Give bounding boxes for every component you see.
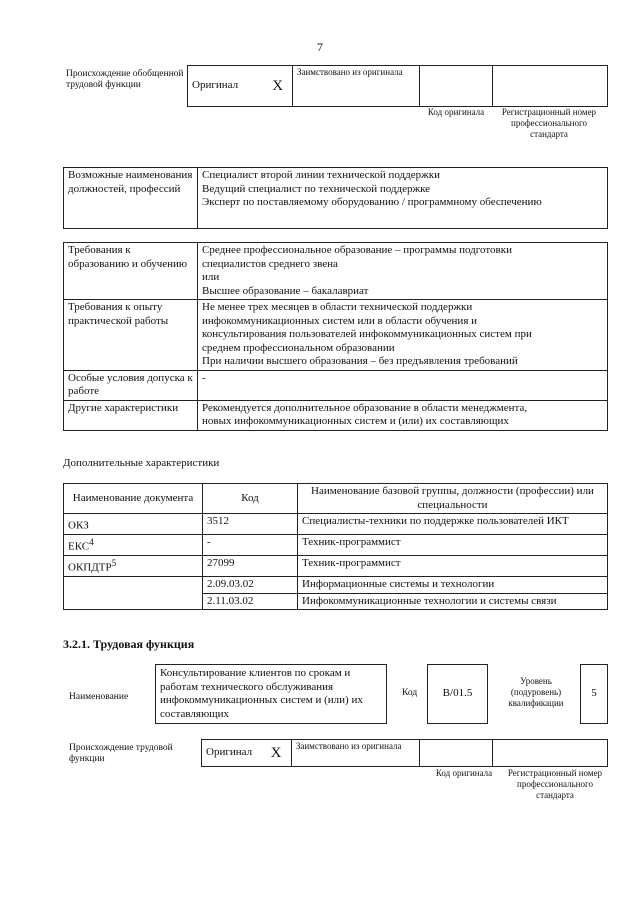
table-row (64, 577, 608, 594)
extra-doc-name: ОКЗ (68, 519, 89, 532)
origin2-table (201, 739, 608, 767)
reg2-number-cell (492, 740, 607, 767)
table-row (64, 556, 608, 577)
other-line: Рекомендуется дополнительное образование в области менеджмента, (202, 401, 528, 414)
reg2-number-caption: Регистрационный номер профессионального стандарта (507, 768, 603, 800)
extra-doc (64, 577, 203, 594)
special-conditions-value (198, 370, 608, 400)
section-heading: 3.2.1. Трудовая функция (63, 637, 195, 651)
extra-code: 27099 (203, 556, 298, 577)
origin2-label: Происхождение трудовой функции (69, 743, 173, 764)
experience-line: инфокоммуникационных систем или в области обучения и (202, 314, 478, 327)
extra-doc (64, 535, 203, 556)
experience-line: среднем профессиональном образовании (202, 341, 395, 354)
original-mark: X (263, 66, 292, 107)
experience-values (198, 300, 608, 371)
other-label: Другие характеристики (64, 400, 198, 430)
extra-code: - (203, 535, 298, 556)
extra-header-doc: Наименование документа (64, 484, 203, 514)
extra-doc-name: ОКПДТР (68, 561, 112, 574)
positions-table (63, 167, 608, 229)
table-row (64, 514, 608, 535)
table-row (64, 535, 608, 556)
extra-doc-footnote: 5 (111, 558, 117, 569)
tf-level-value: 5 (580, 664, 608, 724)
experience-line: При наличии высшего образования – без предъявления требований (202, 355, 518, 367)
tf-code-value: В/01.5 (427, 664, 488, 724)
original2-cell: Оригинал (202, 740, 262, 767)
experience-line: консультирования пользователей инфокоммуникационных систем при (202, 328, 532, 340)
education-line: специалистов среднего звена (202, 257, 338, 270)
original-code-cell (420, 66, 492, 107)
extra-doc (64, 514, 203, 535)
original-cell: Оригинал (188, 66, 264, 107)
experience-line: Не менее трех месяцев в области технической поддержки (202, 301, 473, 313)
education-values (198, 243, 608, 300)
reg-number-caption: Регистрационный номер профессионального стандарта (501, 107, 597, 139)
requirements-table (63, 242, 608, 431)
education-label: Требования к образованию и обучению (64, 243, 198, 300)
tf-name-label: Наименование (69, 692, 129, 702)
extra-name: Техник-программист (298, 535, 608, 556)
education-line: Высшее образование – бакалавриат (202, 284, 369, 297)
extra-code: 2.09.03.02 (203, 577, 298, 594)
tf-name-value: Консультирование клиентов по срокам и работам технического обслуживания инфокоммуникационных систем и (или) их составляющих (155, 664, 387, 724)
extra-doc (64, 556, 203, 577)
special-conditions-line: - (202, 371, 206, 384)
extra-table (63, 483, 608, 610)
reg-number-cell (492, 66, 607, 107)
extra-code: 3512 (203, 514, 298, 535)
position-item: Ведущий специалист по технической поддержке (202, 182, 431, 195)
special-conditions-label: Особые условия допуска к работе (64, 370, 198, 400)
education-line: Среднее профессиональное образование – программы подготовки (202, 244, 512, 256)
tf-code-label: Код (402, 688, 418, 698)
borrowed-cell: Заимствовано из оригинала (292, 66, 419, 107)
original2-mark: X (261, 740, 291, 767)
extra-name: Информационные системы и технологии (298, 577, 608, 594)
extra-doc-footnote: 4 (89, 537, 94, 548)
positions-label: Возможные наименования должностей, профессий (64, 168, 198, 229)
extra-name: Специалисты-техники по поддержке пользователей ИКТ (298, 514, 608, 535)
education-line: или (202, 271, 220, 283)
extra-name: Техник-программист (298, 556, 608, 577)
other-line: новых инфокоммуникационных систем и (или) их составляющих (202, 415, 509, 427)
original2-code-cell (419, 740, 492, 767)
experience-label: Требования к опыту практической работы (64, 300, 198, 371)
positions-values (198, 168, 608, 229)
original-code-caption: Код оригинала (427, 107, 485, 117)
page-number: 7 (317, 40, 323, 54)
extra-header-code: Код (203, 484, 298, 514)
extra-code: 2.11.03.02 (203, 593, 298, 610)
extra-header-name: Наименование базовой группы, должности (профессии) или специальности (298, 484, 608, 514)
extra-name: Инфокоммуникационные технологии и системы связи (298, 593, 608, 610)
borrowed2-cell: Заимствовано из оригинала (291, 740, 419, 767)
other-values (198, 400, 608, 430)
origin-label: Происхождение обобщенной трудовой функции (66, 69, 184, 90)
extra-heading: Дополнительные характеристики (63, 457, 220, 469)
position-item: Специалист второй линии технической поддержки (202, 169, 440, 181)
tf-level-label: Уровень (подуровень) квалификации (508, 676, 564, 708)
origin-table (187, 65, 608, 107)
position-item: Эксперт по поставляемому оборудованию / программному обеспечению (202, 196, 542, 208)
table-row (64, 593, 608, 610)
original2-code-caption: Код оригинала (435, 768, 493, 778)
extra-doc (64, 593, 203, 610)
extra-doc-name: ЕКС (68, 540, 90, 553)
